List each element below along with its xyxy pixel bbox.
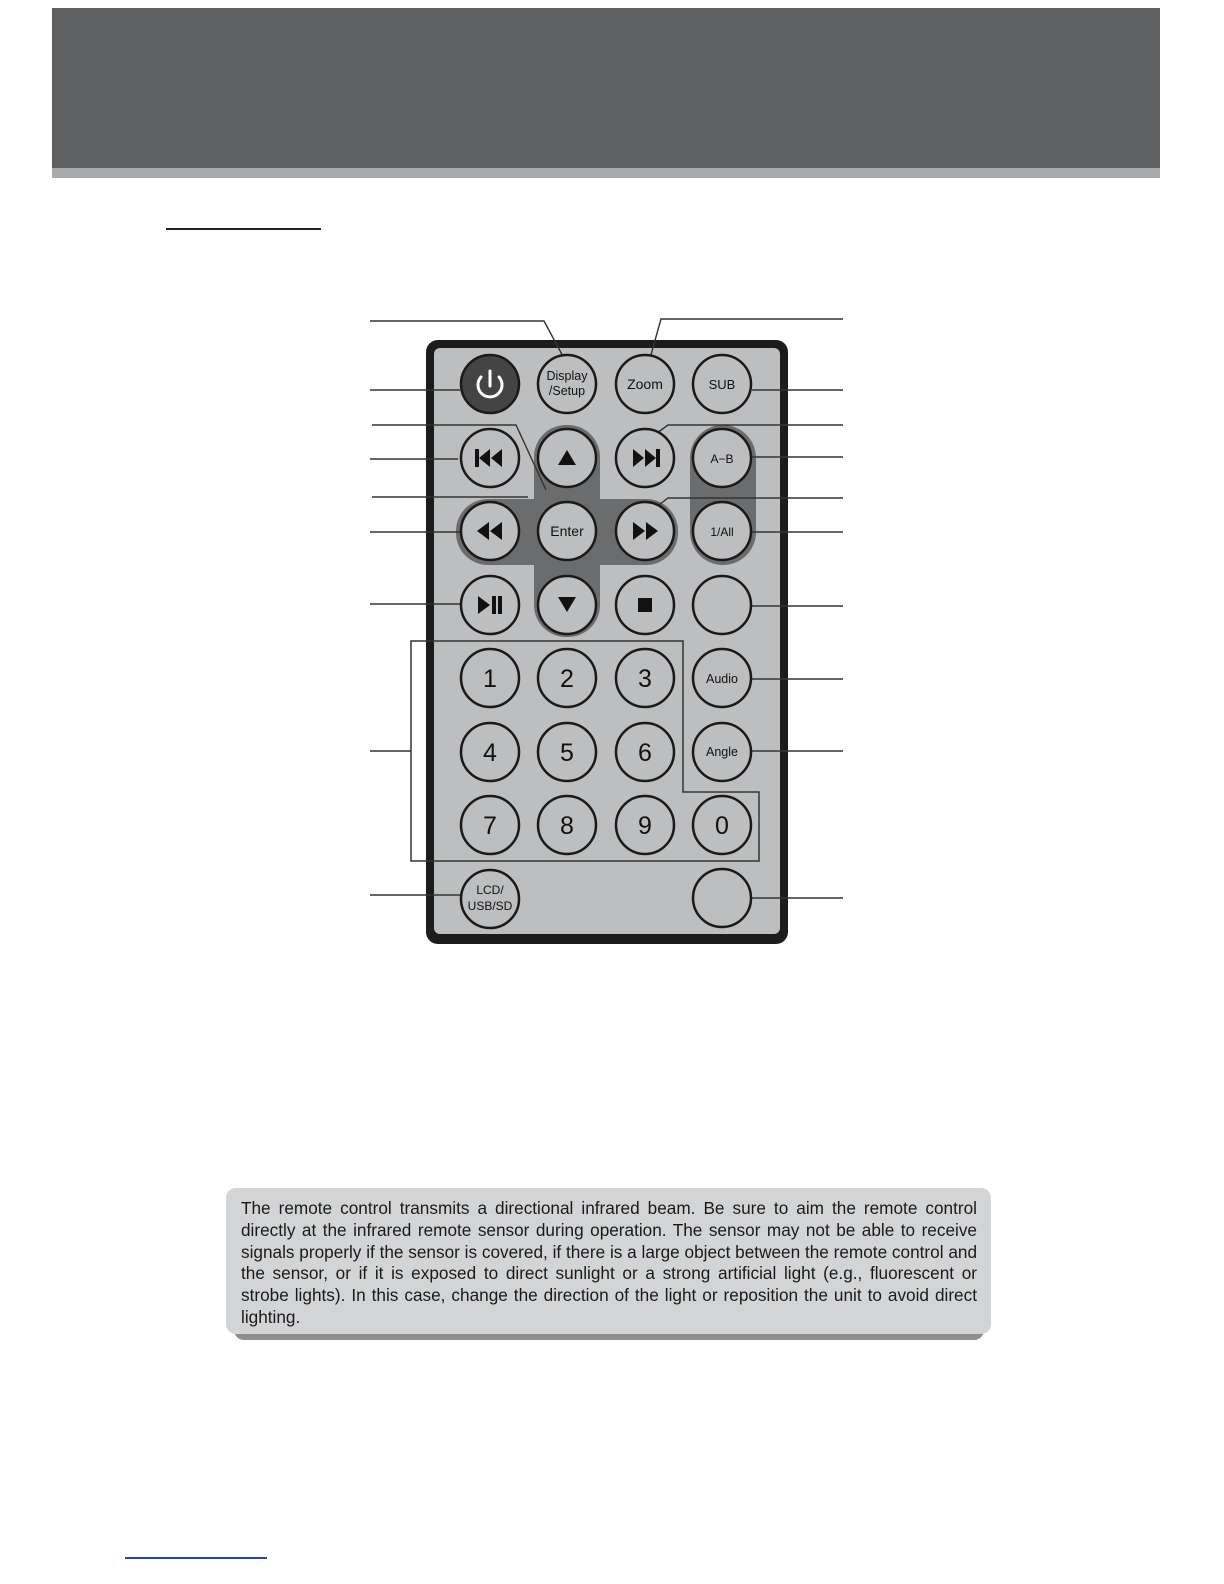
footer-rule: [125, 1557, 267, 1559]
play-pause-button[interactable]: [461, 576, 519, 634]
display-setup-label-line2: /Setup: [548, 384, 586, 398]
blank-button-lower[interactable]: [693, 869, 751, 927]
digit-label: 0: [715, 812, 729, 840]
down-button[interactable]: [538, 576, 596, 634]
fast-forward-button[interactable]: [616, 502, 674, 560]
lcd-usb-sd-button[interactable]: [461, 870, 519, 928]
display-setup-label-line1: Display: [546, 369, 588, 383]
digit-label: 9: [638, 812, 652, 840]
audio-button[interactable]: [693, 649, 751, 707]
digit-label: 1: [483, 665, 497, 693]
stop-button[interactable]: [616, 576, 674, 634]
digit-0-button[interactable]: [693, 796, 751, 854]
digit-7-button[interactable]: [461, 796, 519, 854]
next-button[interactable]: [616, 429, 674, 487]
digit-4-button[interactable]: [461, 723, 519, 781]
audio-label: Audio: [706, 672, 738, 686]
note-callout: [226, 1188, 976, 1332]
digit-1-button[interactable]: [461, 649, 519, 707]
blank-button-upper[interactable]: [693, 576, 751, 634]
repeat-one-all-button[interactable]: [693, 502, 751, 560]
digit-label: 2: [560, 665, 574, 693]
display-setup-button[interactable]: [538, 355, 596, 413]
digit-label: 6: [638, 739, 652, 767]
digit-6-button[interactable]: [616, 723, 674, 781]
repeat-one-all-label: 1/All: [710, 525, 734, 539]
digit-label: 3: [638, 665, 652, 693]
rewind-button[interactable]: [461, 502, 519, 560]
enter-button[interactable]: [538, 502, 596, 560]
zoom-button[interactable]: [616, 355, 674, 413]
digit-5-button[interactable]: [538, 723, 596, 781]
ab-repeat-button[interactable]: [693, 429, 751, 487]
power-button[interactable]: [461, 355, 519, 413]
angle-label: Angle: [706, 745, 738, 759]
ab-repeat-label: A−B: [710, 452, 734, 466]
subtitle-label: SUB: [708, 377, 736, 392]
subtitle-button[interactable]: [693, 355, 751, 413]
lcd-usb-sd-label-line2: USB/SD: [467, 899, 513, 913]
digit-3-button[interactable]: [616, 649, 674, 707]
angle-button[interactable]: [693, 723, 751, 781]
up-button[interactable]: [538, 429, 596, 487]
digit-2-button[interactable]: [538, 649, 596, 707]
digit-label: 7: [483, 812, 497, 840]
zoom-label: Zoom: [627, 376, 663, 392]
lcd-usb-sd-label-line1: LCD/: [476, 883, 504, 897]
note-box: [226, 1188, 991, 1334]
enter-label: Enter: [550, 523, 584, 539]
stop-icon: [638, 598, 652, 612]
digit-8-button[interactable]: [538, 796, 596, 854]
note-text: The remote control transmits a directional infrared beam. Be sure to aim the remote control directly at the infrared remote sensor during operation. The sensor may not be able to receive signals properly if the sensor is covered, if there is a large object between the remote control and the sensor, or if it is exposed to direct sunlight or a strong artificial light (e.g., fluorescent or strobe lights). In this case, change the direction of the light or reposition the unit to avoid direct lighting.: [241, 1198, 977, 1327]
digit-label: 4: [483, 739, 497, 767]
digit-9-button[interactable]: [616, 796, 674, 854]
digit-label: 5: [560, 739, 574, 767]
previous-button[interactable]: [461, 429, 519, 487]
digit-label: 8: [560, 812, 574, 840]
